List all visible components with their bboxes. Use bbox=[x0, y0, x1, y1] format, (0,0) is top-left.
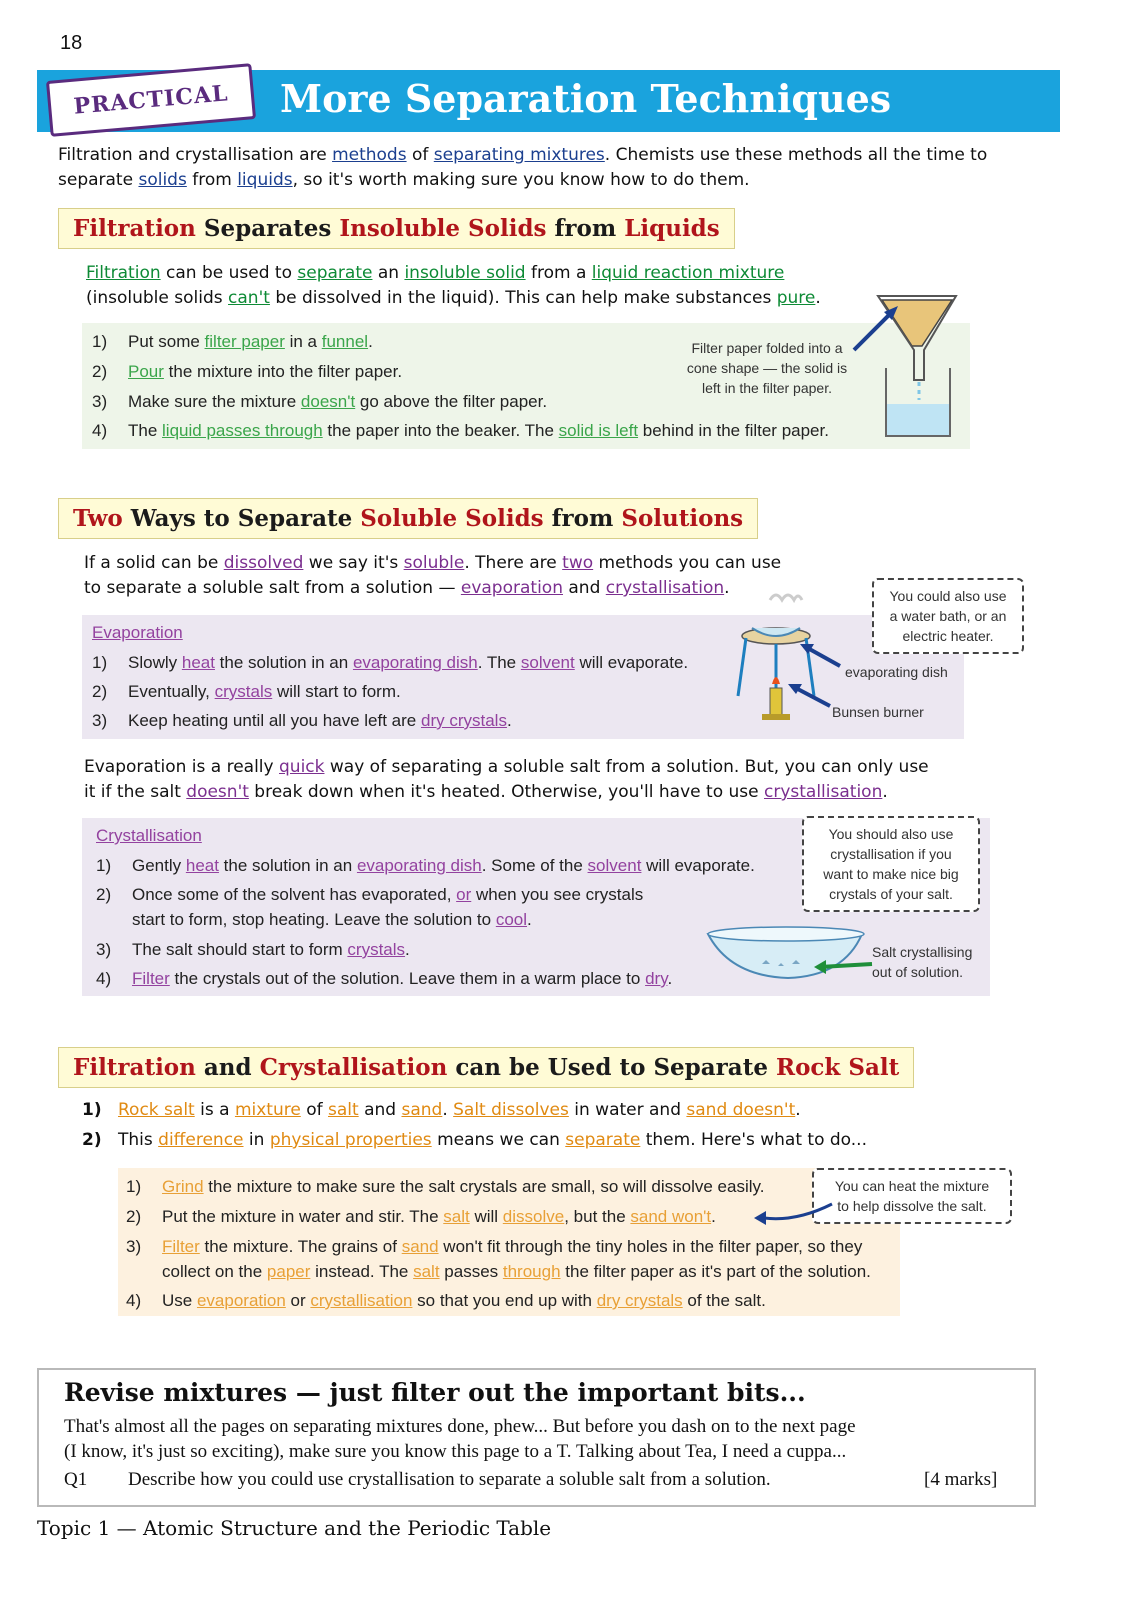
revise-text: That's almost all the pages on separating mixtures done, phew... But before you dash on to the next page (I know, it's just so exciting), make sure you know this page to a T. Talking about Tea, I need a cuppa... bbox=[64, 1416, 856, 1462]
funnel-beaker-diagram bbox=[850, 288, 960, 448]
crystallisation-title: Crystallisation bbox=[96, 826, 202, 845]
question-number: Q1 bbox=[64, 1469, 88, 1490]
rock-salt-heading: Filtration and Crystallisation can be Used to Separate Rock Salt bbox=[58, 1047, 914, 1088]
revise-title: Revise mixtures — just filter out the important bits... bbox=[64, 1378, 806, 1407]
evaporation-summary: Evaporation is a really quick way of separating a soluble salt from a solution. But, you can only use it if the salt doesn't break down when it's heated. Otherwise, you'll have to use crystallisation. bbox=[84, 757, 929, 802]
flame bbox=[772, 677, 780, 684]
curved-arrow bbox=[764, 1204, 832, 1219]
filtration-heading: Filtration Separates Insoluble Solids from Liquids bbox=[58, 208, 735, 249]
curved-arrow-head bbox=[754, 1211, 766, 1225]
label-salt-crystallising: Salt crystallising out of solution. bbox=[872, 944, 973, 980]
page-number: 18 bbox=[60, 32, 83, 54]
practical-badge: PRACTICAL bbox=[46, 63, 256, 137]
soluble-intro: If a solid can be dissolved we say it's soluble. There are two methods you can use to separate a soluble salt from a solution — evaporation and crystallisation. bbox=[84, 553, 782, 598]
filter-paper-note: Filter paper folded into a cone shape — the solid is left in the filter paper. bbox=[686, 340, 848, 396]
big-crystals-note: You should also use crystallisation if you want to make nice big crystals of your salt. bbox=[802, 816, 980, 912]
tripod-leg-left bbox=[738, 638, 746, 696]
filtrate bbox=[887, 404, 949, 435]
filter-paper-cone bbox=[882, 300, 952, 346]
page-title: More Separation Techniques bbox=[280, 76, 892, 121]
intro-line-2: separate solids from liquids, so it's worth making sure you know how to do them. bbox=[58, 170, 750, 190]
evaporation-title: Evaporation bbox=[92, 623, 183, 642]
crystallising-dish-diagram bbox=[704, 924, 874, 984]
evaporation-box: Evaporation 1) Slowly heat the solution in an evaporating dish. The solvent will evaporate. 2) Eventually, crystals will start to form. 3) Keep heating until all you have left are dry crystals. bbox=[82, 615, 964, 739]
page-footer: Topic 1 — Atomic Structure and the Periodic Table bbox=[37, 1516, 552, 1540]
water-bath-note: You could also use a water bath, or an electric heater. bbox=[872, 578, 1024, 654]
soluble-heading: Two Ways to Separate Soluble Solids from Solutions bbox=[58, 498, 758, 539]
filtration-intro: Filtration can be used to separate an insoluble solid from a liquid reaction mixture (insoluble solids can't be dissolved in the liquid). This can help make substances pure. bbox=[86, 263, 821, 308]
bunsen-base bbox=[762, 714, 790, 720]
rock-salt-steps-box: 1) Grind the mixture to make sure the salt crystals are small, so will dissolve easily. 2) Put the mixture in water and stir. The salt will dissolve, but the sand won't. 3) Filter the mixture. The grains of sand won't fit through the tiny holes in the filter paper, so they collect on the paper instead. The salt passes through the filter paper as it's part of the solution. 4) Use evaporation or crystallisation so that you end up with dry crystals of the salt. bbox=[118, 1168, 900, 1316]
intro-line-1: Filtration and crystallisation are methods of separating mixtures. Chemists use these methods all the time to bbox=[58, 145, 988, 165]
label-bunsen-burner: Bunsen burner bbox=[832, 704, 924, 720]
crystallisation-box: Crystallisation 1) Gently heat the solution in an evaporating dish. Some of the solvent will evaporate. 2) Once some of the solvent has evaporated, or when you see crystals start to form, stop heating. Leave the solution to cool. 3) The salt should start to form crystals. 4) Filter the crystals out of the solution. Leave them in a warm place to dry. bbox=[82, 818, 990, 996]
filtration-steps-box: 1) Put some filter paper in a funnel. 2) Pour the mixture into the filter paper. 3) Make sure the mixture doesn't go above the filter paper. 4) The liquid passes through the paper into the beaker. The solid is left behind in the filter paper. bbox=[82, 323, 970, 449]
heat-note-arrow bbox=[750, 1198, 834, 1228]
label-evaporating-dish: evaporating dish bbox=[845, 664, 948, 680]
question-marks: [4 marks] bbox=[924, 1469, 998, 1490]
bunsen-burner bbox=[770, 688, 782, 716]
question-text: Describe how you could use crystallisation to separate a soluble salt from a solution. bbox=[128, 1469, 771, 1490]
steam bbox=[770, 595, 802, 600]
dish-rim bbox=[708, 927, 864, 941]
heat-mixture-note: You can heat the mixture to help dissolve the salt. bbox=[812, 1168, 1012, 1224]
intro-paragraph bbox=[58, 143, 987, 193]
